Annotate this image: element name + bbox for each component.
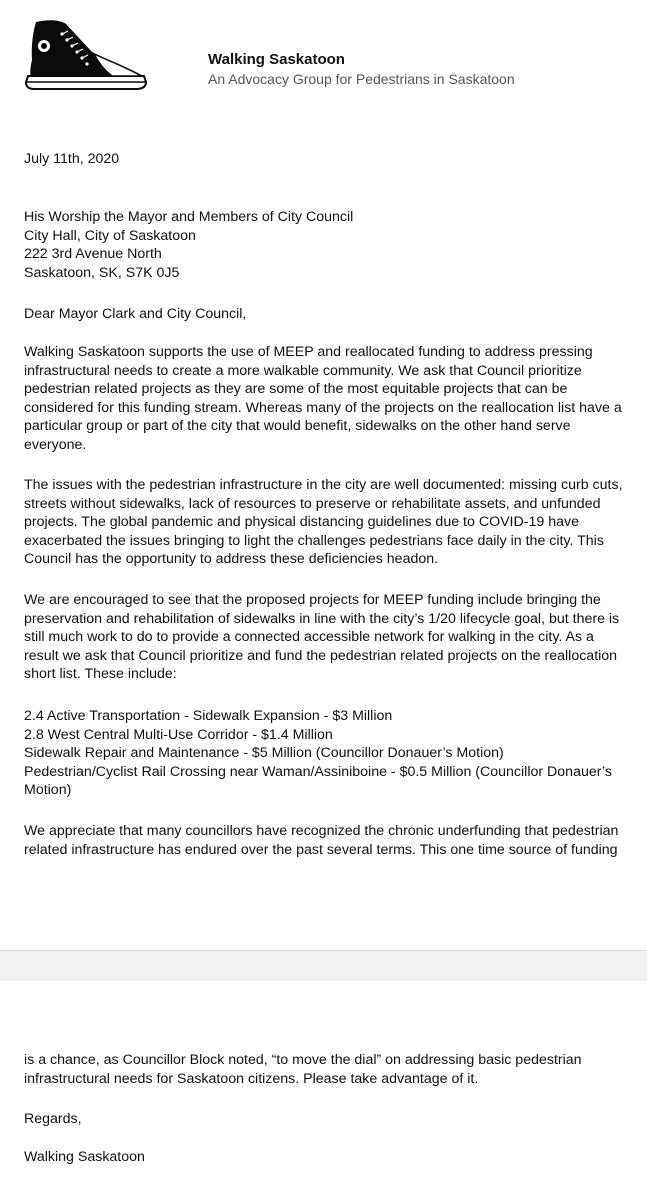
letter-date: July 11th, 2020 [24,151,120,167]
paragraph-encouraged: We are encouraged to see that the proposed projects for MEEP funding include bringing the preservation and rehabilitation of sidewalks in line with the city’s 1/20 lifecycle goal, but there is still much work to do to provide a connected accessible network for walking in the city. As a result we ask that Council prioritize and fund the pedestrian related projects on the reallocation short list. These include: [24,592,620,682]
project-item: 2.8 West Central Multi-Use Corridor - $1.4 Million [24,726,333,743]
closing: Regards, [24,1111,82,1127]
paragraph-appreciate: We appreciate that many councillors have recognized the chronic underfunding that pedestrian related infrastructure has endured over the past several terms. This one time source of funding [24,823,619,858]
paragraph-support: Walking Saskatoon supports the use of MEEP and reallocated funding to address pressing infrastructural needs to create a more walkable community. We ask that Council prioritize pedestrian related projects as they are some of the most equitable projects that can be considered for this funding stream. Whereas many of the projects on the reallocation list have a particular group or part of the city that would benefit, sidewalks on the other hand serve everyone. [24,344,622,453]
recipient-line: Saskatoon, SK, S7K 0J5 [24,264,180,281]
letter-page-2 [0,981,647,1200]
recipient-line: 222 3rd Avenue North [24,246,162,262]
page-break [0,950,647,982]
paragraph-continued: is a chance, as Councillor Block noted, “to move the dial” on addressing basic pedestrian infrastructural needs for Saskatoon citizens. Please take advantage of it. [24,1052,582,1087]
paragraph-issues: The issues with the pedestrian infrastructure in the city are well documented: missing curb cuts, streets without sidewalks, lack of resources to preserve or rehabilitate assets, and unfunded projects. The global pandemic and physical distancing guidelines due to COVID-19 have exacerbated the issues bringing to light the challenges pedestrians face daily in the city. This Council has the opportunity to address these deficiencies headon. [24,477,623,567]
recipient-line: His Worship the Mayor and Members of City Council [24,209,354,225]
project-item: Pedestrian/Cyclist Rail Crossing near Waman/Assiniboine - $0.5 Million (Councillor Donauer’s Motion) [24,763,612,798]
sneaker-icon [22,18,148,90]
recipient-line: City Hall, City of Saskatoon [24,227,196,244]
project-item: 2.4 Active Transportation - Sidewalk Expansion - $3 Million [24,708,393,724]
project-list [24,707,624,800]
org-tagline: An Advocacy Group for Pedestrians in Saskatoon [208,71,515,87]
salutation: Dear Mayor Clark and City Council, [24,306,247,322]
project-item: Sidewalk Repair and Maintenance - $5 Million (Councillor Donauer’s Motion) [24,745,504,761]
signature: Walking Saskatoon [24,1149,145,1165]
recipient-address [24,208,624,282]
org-name: Walking Saskatoon [208,51,345,68]
